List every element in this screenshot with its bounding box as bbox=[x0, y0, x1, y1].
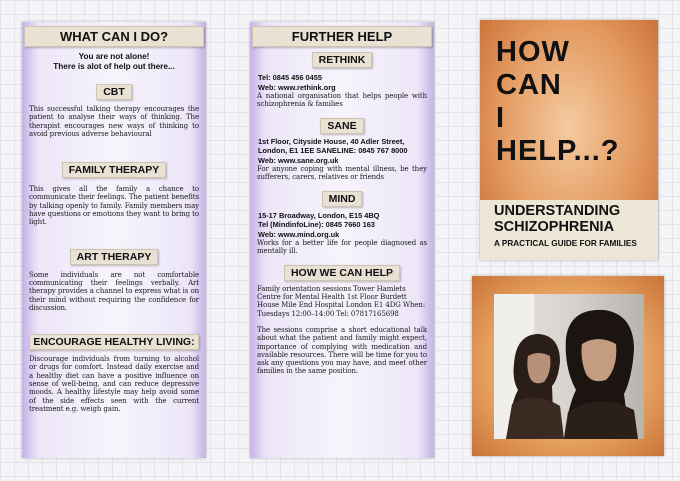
panel-what-can-i-do bbox=[22, 22, 206, 458]
cover-title-line: I bbox=[496, 102, 506, 134]
heading-how-we-can-help: HOW WE CAN HELP bbox=[284, 265, 400, 281]
how-desc: The sessions comprise a short educational talk about what the patient and family might expect, importance of complying with medication and available resources. There will be time for you to ask any questions you may have, and meet other families in the same position. bbox=[257, 325, 427, 376]
text-art-therapy: Some individuals are not comfortable communicating their feelings verbally. Art therapy provides a channel to express what is on their mind without requiring the confidence for discussion. bbox=[29, 270, 199, 312]
cover-title bbox=[496, 36, 620, 168]
rethink-tel: Tel: 0845 456 0455 bbox=[258, 73, 322, 82]
panel2-title: FURTHER HELP bbox=[252, 26, 432, 47]
cover-title-line: CAN bbox=[496, 69, 562, 101]
text-cbt: This successful talking therapy encourages the patient to analyse their ways of thinking. The therapist encourages new ways of thinking to avoid previous adverse behavioural bbox=[29, 105, 199, 138]
panel-further-help bbox=[250, 22, 434, 458]
sane-desc: For anyone coping with mental illness, be they sufferers, carers, relatives or friends bbox=[257, 165, 427, 182]
heading-cbt: CBT bbox=[96, 84, 132, 100]
mind-contact bbox=[258, 211, 426, 240]
rethink-contact bbox=[258, 73, 426, 92]
text-healthy-living: Discourage individuals from turning to alcohol or drugs for comfort. Instead daily exercise and a healthy diet can have a positive influence on sense of well-being, and can reduce depressive moods. A healthy lifestyle may help avoid some of the side effects seen with the current treatment e.g. weigh gain. bbox=[29, 355, 199, 413]
cover-subtitle-schizophrenia: SCHIZOPHRENIA bbox=[494, 219, 615, 235]
heading-rethink: RETHINK bbox=[312, 52, 373, 68]
intro-line-1: You are not alone! bbox=[78, 52, 150, 61]
sane-contact bbox=[258, 137, 426, 166]
intro-line-2: There is alot of help out there... bbox=[53, 62, 175, 71]
rethink-web[interactable]: Web: www.rethink.org bbox=[258, 82, 336, 92]
cover-title-line: HOW bbox=[496, 36, 570, 68]
cover-subtitle-understanding: UNDERSTANDING bbox=[494, 203, 621, 219]
panel1-title: WHAT CAN I DO? bbox=[24, 26, 204, 47]
photo-two-women bbox=[494, 294, 644, 439]
photo-frame bbox=[472, 276, 664, 456]
how-details: Family orientation sessions Tower Hamlets Centre for Mental Health 1st Floor Burdett House Mile End Hospital London E1 4DG When: Tuesdays 12:00–14:00 Tel: 07817165698 bbox=[257, 284, 426, 318]
heading-family-therapy: FAMILY THERAPY bbox=[62, 162, 166, 178]
heading-healthy-living: ENCOURAGE HEALTHY LIVING: bbox=[29, 334, 198, 350]
rethink-desc: A national organisation that helps people with schizophrenia & families bbox=[257, 92, 427, 109]
photo-illustration bbox=[494, 294, 644, 439]
mind-web[interactable]: Web: www.mind.org.uk bbox=[258, 229, 340, 239]
cover-title-line: HELP...? bbox=[496, 135, 620, 167]
mind-desc: Works for a better life for people diagnosed as mentally ill. bbox=[257, 239, 427, 256]
heading-art-therapy: ART THERAPY bbox=[70, 249, 159, 265]
cover-subtitle-guide: A PRACTICAL GUIDE FOR FAMILIES bbox=[494, 239, 637, 248]
panel1-intro bbox=[26, 52, 202, 72]
sane-web[interactable]: Web: www.sane.org.uk bbox=[258, 155, 339, 165]
heading-mind: MIND bbox=[322, 191, 363, 207]
heading-sane: SANE bbox=[320, 118, 363, 134]
mind-address: 15-17 Broadway, London, E15 4BQ bbox=[258, 210, 380, 220]
mind-tel: Tel (MindinfoLine): 0845 7660 163 bbox=[258, 220, 375, 230]
sane-address: 1st Floor, Cityside House, 40 Adler Street, London, E1 1EE SANELINE: 0845 767 8000 bbox=[258, 136, 408, 156]
cover-panel bbox=[480, 20, 658, 260]
text-family-therapy: This gives all the family a chance to communicate their feelings. The patient benefits by talking openly to family. Family members may have questions or emotions they want to bring to light. bbox=[29, 185, 199, 227]
